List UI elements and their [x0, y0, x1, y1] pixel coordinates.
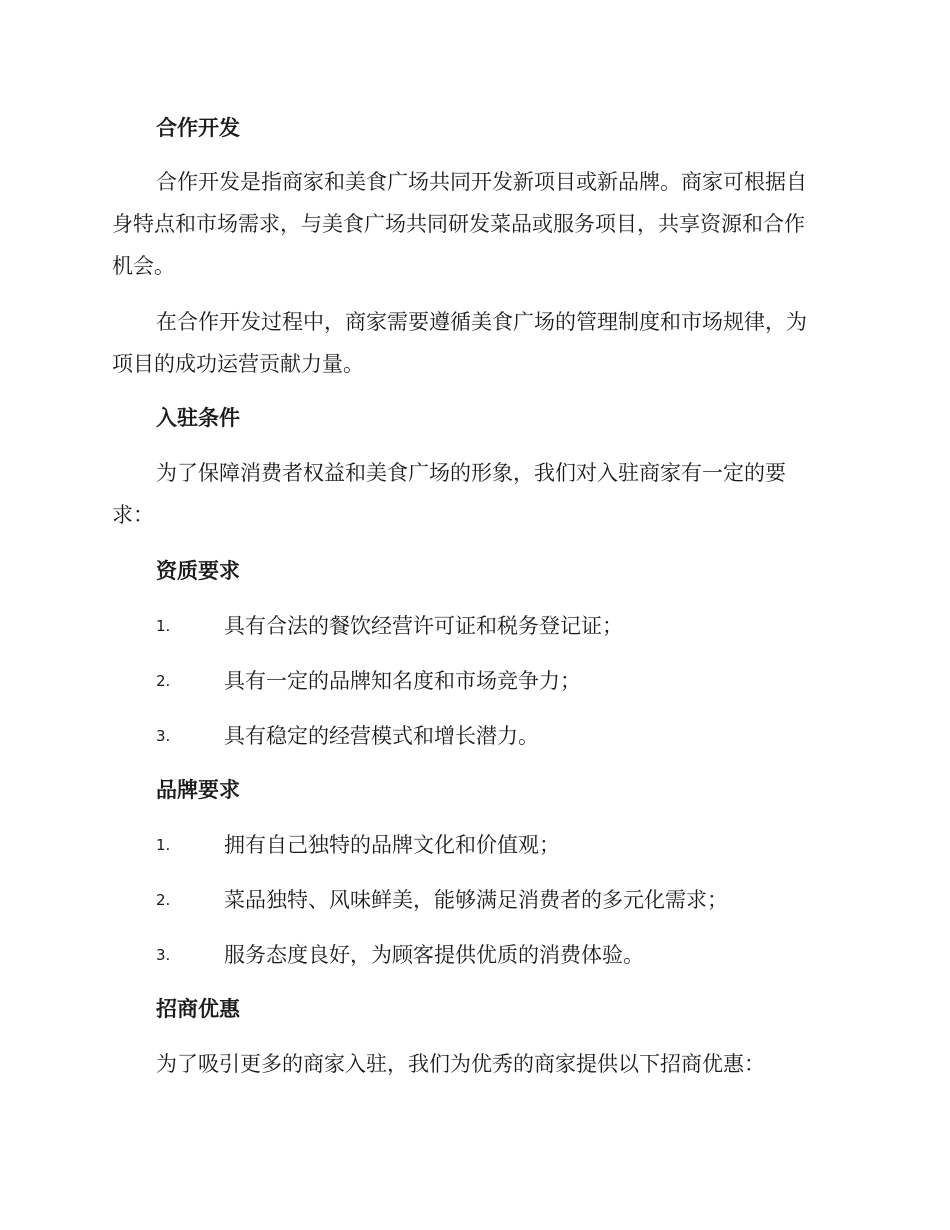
list-item-number: 1. — [156, 617, 171, 635]
section-heading-coop: 合作开发 — [156, 116, 240, 140]
entry-p1-line-2: 求： — [112, 503, 154, 527]
list-item-text: 具有合法的餐饮经营许可证和税务登记证； — [224, 614, 623, 638]
entry-paragraph — [112, 452, 842, 536]
coop-p1-line-2: 身特点和市场需求，与美食广场共同研发菜品或服务项目，共享资源和合作 — [112, 212, 805, 236]
list-item-number: 3. — [156, 727, 171, 745]
coop-paragraph-2 — [112, 301, 842, 385]
coop-p1-line-1: 合作开发是指商家和美食广场共同开发新项目或新品牌。商家可根据自 — [156, 170, 807, 194]
list-item-number: 3. — [156, 946, 171, 964]
list-item-text: 具有一定的品牌知名度和市场竞争力； — [224, 669, 581, 693]
list-item-text: 菜品独特、风味鲜美，能够满足消费者的多元化需求； — [224, 888, 728, 912]
incentive-p1-line-1: 为了吸引更多的商家入驻，我们为优秀的商家提供以下招商优惠： — [156, 1052, 765, 1076]
section-heading-brand: 品牌要求 — [156, 778, 240, 802]
list-item-text: 拥有自己独特的品牌文化和价值观； — [224, 833, 560, 857]
incentive-paragraph — [112, 1043, 842, 1085]
list-item-text: 服务态度良好，为顾客提供优质的消费体验。 — [224, 943, 644, 967]
list-item-text: 具有稳定的经营模式和增长潜力。 — [224, 724, 539, 748]
section-heading-incentive: 招商优惠 — [156, 997, 240, 1021]
section-heading-qualification: 资质要求 — [156, 559, 240, 583]
coop-p2-line-1: 在合作开发过程中，商家需要遵循美食广场的管理制度和市场规律，为 — [156, 310, 807, 334]
entry-p1-line-1: 为了保障消费者权益和美食广场的形象，我们对入驻商家有一定的要 — [156, 461, 786, 485]
section-heading-entry: 入驻条件 — [156, 406, 240, 430]
coop-paragraph-1 — [112, 161, 842, 287]
coop-p2-line-2: 项目的成功运营贡献力量。 — [112, 352, 364, 376]
list-item-number: 2. — [156, 891, 171, 909]
list-item-number: 1. — [156, 836, 171, 854]
list-item-number: 2. — [156, 672, 171, 690]
coop-p1-line-3: 机会。 — [112, 254, 175, 278]
